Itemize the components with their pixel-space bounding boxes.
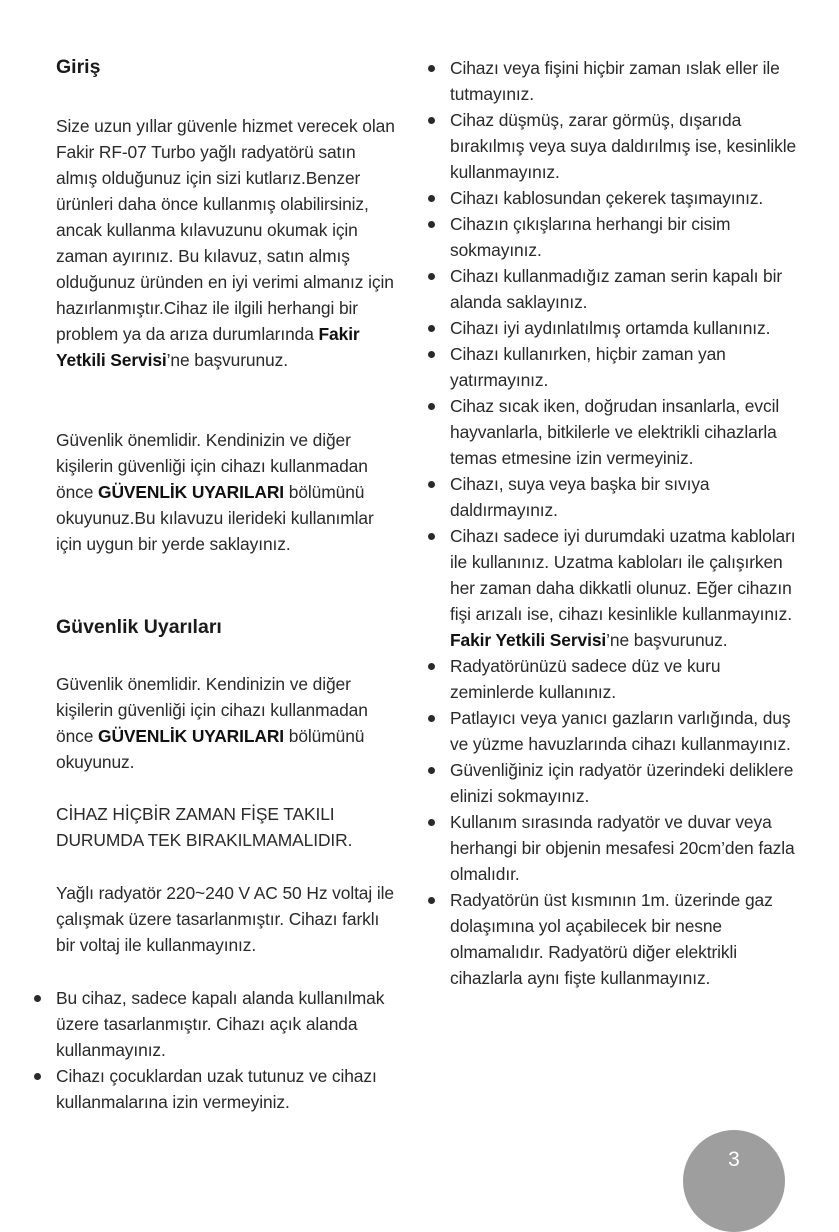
left-bullet-list [32, 985, 401, 1115]
safety-section-ref: GÜVENLİK UYARILARI [98, 482, 285, 502]
safety-intro-text: Güvenlik önemlidir. Kendinizin ve diğer kişilerin güvenliği için cihazı kullanmadan önce [56, 430, 368, 502]
page-number-badge [683, 1130, 785, 1232]
intro-heading: Giriş [56, 56, 101, 78]
right-bullet-list [426, 55, 798, 991]
list-item: Cihazı çocuklardan uzak tutunuz ve cihazı kullanmalarına izin vermeyiniz. [32, 1063, 401, 1115]
list-item: Bu cihaz, sadece kapalı alanda kullanılmak üzere tasarlanmıştır. Cihazı açık alanda kullanmayınız. [32, 985, 401, 1063]
list-item: Kullanım sırasında radyatör ve duvar veya herhangi bir objenin mesafesi 20cm’den fazla olmalıdır. [426, 809, 798, 887]
list-item: Cihazı veya fişini hiçbir zaman ıslak eller ile tutmayınız. [426, 55, 798, 107]
extension-tail: ’ne başvurunuz. [606, 630, 728, 650]
caps-notice: CİHAZ HİÇBİR ZAMAN FİŞE TAKILI DURUMDA TEK BIRAKILMAMALIDIR. [56, 804, 353, 850]
voltage-note: Yağlı radyatör 220~240 V AC 50 Hz voltaj ile çalışmak üzere tasarlanmıştır. Cihazı farklı bir voltaj ile kullanmayınız. [56, 883, 394, 955]
page-number: 3 [728, 1148, 740, 1171]
extension-text: Cihazı sadece iyi durumdaki uzatma kabloları ile kullanınız. Uzatma kabloları ile çalışırken her zaman daha dikkatli olunuz. Eğer cihazın fişi arızalı ise, cihazı kesinlikle kullanmayınız. [450, 526, 796, 624]
list-item: Radyatörünüzü sadece düz ve kuru zeminlerde kullanınız. [426, 653, 798, 705]
warnings-tail: bölümünü okuyunuz. [56, 726, 365, 772]
list-item: Radyatörün üst kısmının 1m. üzerinde gaz dolaşımına yol açabilecek bir nesne olmamalıdır. Radyatörü diğer elektrikli cihazlarla aynı fişte kullanmayınız. [426, 887, 798, 991]
intro-paragraph [56, 113, 401, 373]
warnings-section-ref: GÜVENLİK UYARILARI [98, 726, 285, 746]
intro-text: Size uzun yıllar güvenle hizmet verecek olan Fakir RF-07 Turbo yağlı radyatörü satın almış olduğunuz için sizi kutlarız.Benzer ürünleri daha önce kullanmış olabilirsiniz, ancak kullanma kılavuzunu okumak için zaman ayırınız. Bu kılavuz, satın almış olduğunuz üründen en iyi verimi almanız için hazırlanmıştır.Cihaz ile ilgili herhangi bir problem ya da arıza durumlarında [56, 116, 395, 344]
list-item: Patlayıcı veya yanıcı gazların varlığında, duş ve yüzme havuzlarında cihazı kullanmayınız. [426, 705, 798, 757]
service-name: Fakir Yetkili Servisi [56, 324, 360, 370]
list-item: Cihazın çıkışlarına herhangi bir cisim sokmayınız. [426, 211, 798, 263]
list-item: Cihazı kablosundan çekerek taşımayınız. [426, 185, 798, 211]
warnings-paragraph [56, 671, 401, 775]
list-item: Cihazı, suya veya başka bir sıvıya daldırmayınız. [426, 471, 798, 523]
service-name: Fakir Yetkili Servisi [450, 630, 607, 650]
list-item: Cihazı kullanırken, hiçbir zaman yan yatırmayınız. [426, 341, 798, 393]
intro-tail: ’ne başvurunuz. [166, 350, 288, 370]
list-item: Güvenliğiniz için radyatör üzerindeki deliklere elinizi sokmayınız. [426, 757, 798, 809]
safety-intro-tail: bölümünü okuyunuz.Bu kılavuzu ilerideki kullanımlar için uygun bir yerde saklayınız. [56, 482, 374, 554]
list-item: Cihaz düşmüş, zarar görmüş, dışarıda bırakılmış veya suya daldırılmış ise, kesinlikle kullanmayınız. [426, 107, 798, 185]
safety-intro-paragraph [56, 427, 401, 557]
list-item: Cihaz sıcak iken, doğrudan insanlarla, evcil hayvanlarla, bitkilerle ve elektrikli cihazlarla temas etmesine izin vermeyiniz. [426, 393, 798, 471]
list-item-extension-cords [426, 523, 798, 653]
warnings-text: Güvenlik önemlidir. Kendinizin ve diğer kişilerin güvenliği için cihazı kullanmadan önce [56, 674, 368, 746]
list-item: Cihazı iyi aydınlatılmış ortamda kullanınız. [426, 315, 798, 341]
warnings-heading: Güvenlik Uyarıları [56, 616, 222, 638]
list-item: Cihazı kullanmadığız zaman serin kapalı bir alanda saklayınız. [426, 263, 798, 315]
